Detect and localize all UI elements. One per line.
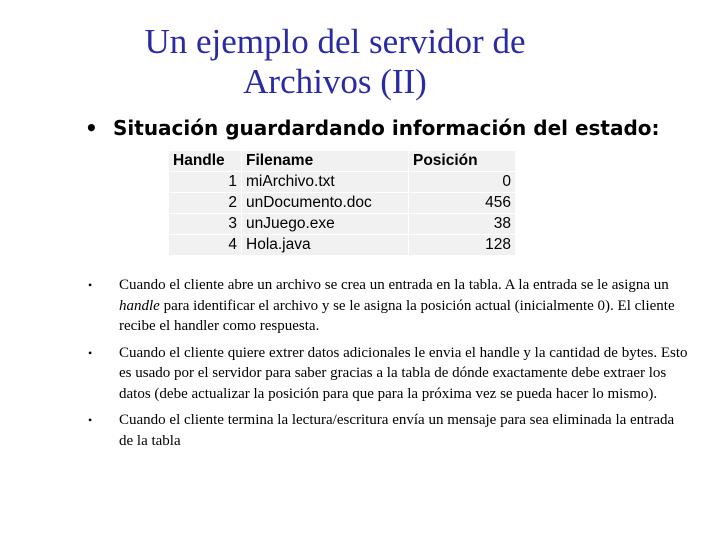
handle-table	[168, 150, 516, 256]
cell-handle: 3	[169, 214, 242, 235]
table-header-row	[169, 151, 516, 172]
list-item	[88, 343, 688, 405]
bullet-dot-icon: •	[88, 345, 93, 360]
bullet-3-text: Cuando el cliente termina la lectura/escritura envía un mensaje para sea eliminada la entrada de la tabla	[119, 412, 675, 449]
bullet-dot-icon: •	[85, 116, 98, 140]
slide-title-line-1: Un ejemplo del servidor de	[144, 22, 526, 61]
header-posicion: Posición	[409, 151, 516, 172]
cell-handle: 4	[169, 235, 242, 256]
list-item	[88, 275, 688, 337]
header-filename: Filename	[242, 151, 409, 172]
handle-emphasis: handle	[119, 297, 160, 314]
bullet-dot-icon: •	[88, 413, 93, 427]
table-row	[169, 172, 516, 193]
table-row	[169, 193, 516, 214]
cell-posicion: 0	[409, 172, 516, 193]
cell-handle: 1	[169, 172, 242, 193]
bullet-1-text: Cuando el cliente abre un archivo se crea un entrada en la tabla. A la entrada se le asigna un handle para identificar el archivo y se le asigna la posición actual (inicialmente 0). El cliente recibe el handler como respuesta.	[119, 277, 675, 334]
list-item	[88, 410, 688, 451]
cell-filename: Hola.java	[242, 235, 409, 256]
slide-title-line-2: Archivos (II)	[243, 62, 427, 101]
main-bullet-text: Situación guardardando información del estado:	[113, 116, 660, 140]
main-bullet	[85, 116, 660, 140]
bullet-2-text: Cuando el cliente quiere extrer datos adicionales le envia el handle y la cantidad de bytes. Esto es usado por el servidor para saber gracias a la tabla de dónde exactamente debe extraer los datos (debe actualizar la posición para que para la próxima vez se pueda hacer lo mismo).	[119, 344, 688, 402]
cell-filename: miArchivo.txt	[242, 172, 409, 193]
cell-filename: unJuego.exe	[242, 214, 409, 235]
bullet-dot-icon: •	[88, 278, 93, 292]
cell-posicion: 38	[409, 214, 516, 235]
cell-filename: unDocumento.doc	[242, 193, 409, 214]
header-handle: Handle	[169, 151, 242, 172]
table-row	[169, 214, 516, 235]
cell-posicion: 128	[409, 235, 516, 256]
cell-handle: 2	[169, 193, 242, 214]
table-row	[169, 235, 516, 256]
bullet-list	[88, 275, 688, 457]
slide-title	[0, 22, 670, 102]
cell-posicion: 456	[409, 193, 516, 214]
